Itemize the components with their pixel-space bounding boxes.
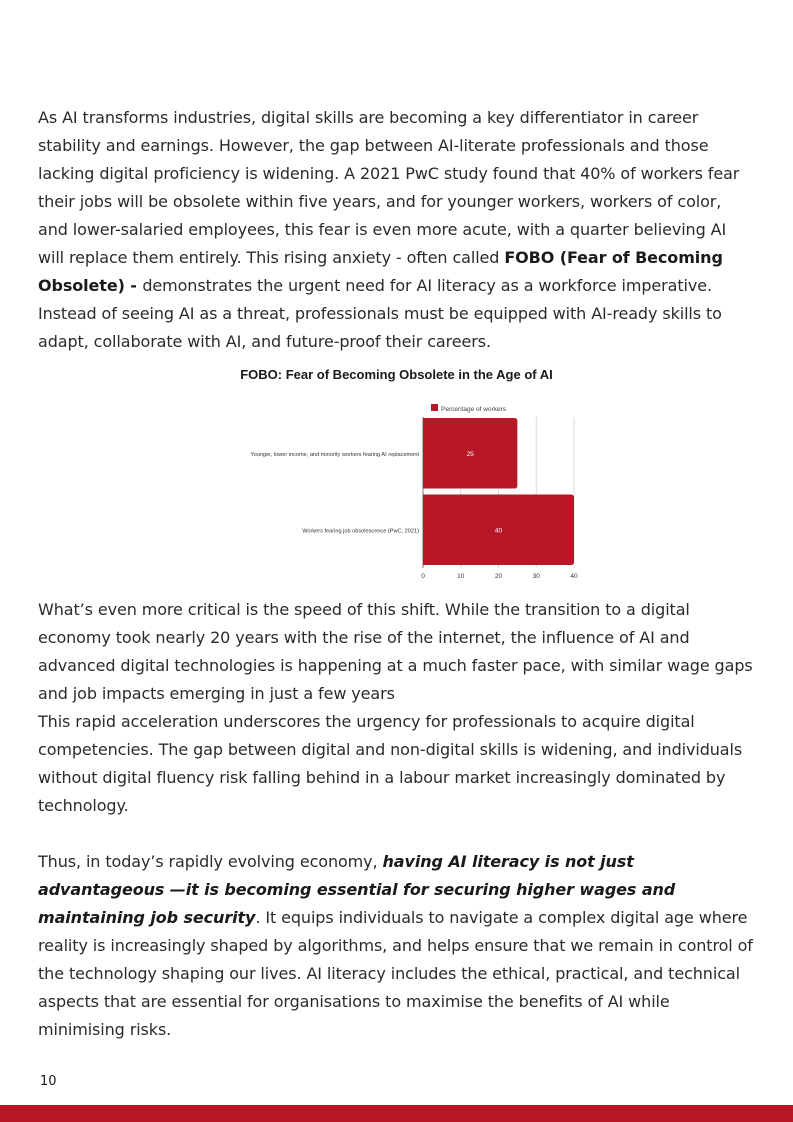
conclusion-paragraph [38,848,754,1044]
x-tick-label: 40 [570,573,578,580]
chart-title: FOBO: Fear of Becoming Obsolete in the Age of AI [240,367,553,382]
conclusion-emphasis: having AI literacy is not just advantageous —it is becoming essential for securing higher wages and maintaining job security [38,852,676,927]
x-tick-label: 10 [457,573,465,580]
fobo-bar-chart [0,395,793,585]
intro-text-b: demonstrates the urgent need for AI literacy as a workforce imperative. Instead of seeing AI as a threat, professionals must be equipped with AI-ready skills to adapt, collaborate with AI, and future-proof their careers. [38,276,722,351]
intro-text-a: As AI transforms industries, digital skills are becoming a key differentiator in career stability and earnings. However, the gap between AI-literate professionals and those lacking digital proficiency is widening. A 2021 PwC study found that 40% of workers fear their jobs will be obsolete within five years, and for younger workers, workers of color, and lower-salaried employees, this fear is even more acute, with a quarter believing AI will replace them entirely. This rising anxiety - often called [38,108,740,267]
page-number: 10 [40,1074,57,1089]
acceleration-paragraph: This rapid acceleration underscores the urgency for professionals to acquire digital competencies. The gap between digital and non-digital skills is widening, and individuals without digital fluency risk falling behind in a labour market increasingly dominated by technology. [38,712,743,815]
x-tick-label: 20 [494,573,503,580]
speed-paragraph: What’s even more critical is the speed of this shift. While the transition to a digital economy took nearly 20 years with the rise of the internet, the influence of AI and advanced digital technologies is happening at a much faster pace, with similar wage gaps and job impacts emerging in just a few years [38,600,753,703]
intro-paragraph [38,104,754,356]
conclusion-text-b: . It equips individuals to navigate a complex digital age where reality is increasingly shaped by algorithms, and helps ensure that we remain in control of the technology shaping our lives. AI literacy includes the ethical, practical, and technical aspects that are essential for organisations to maximise the benefits of AI while minimising risks. [38,908,753,1039]
x-tick-label: 0 [421,573,425,580]
legend-swatch [431,404,438,411]
fobo-term: FOBO (Fear of Becoming Obsolete) - [38,248,723,295]
conclusion-text-a: Thus, in today’s rapidly evolving economy, [38,852,383,871]
x-tick-label: 30 [532,573,540,580]
legend-label: Percentage of workers [441,406,507,413]
bar-value-label: 25 [466,450,474,458]
bar-value-label: 40 [494,527,503,535]
category-label: Younger, lower income, and minority workers fearing AI replacement [250,451,419,458]
footer-bar [0,1105,793,1122]
category-label: Workers fearing job obsolescence (PwC, 2021) [302,528,419,535]
